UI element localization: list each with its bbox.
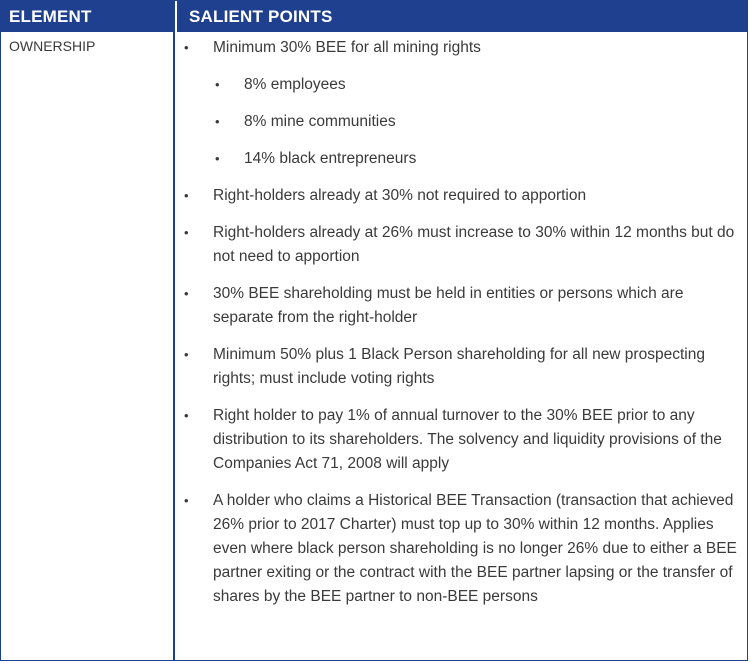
table-row (1, 32, 747, 660)
sub-point-item (175, 147, 737, 171)
bullet-icon: • (184, 225, 189, 240)
bullet-icon: • (215, 77, 220, 92)
point-text: A holder who claims a Historical BEE Transaction (transaction that achieved 26% prior to 2017 Charter) must top up to 30% within 12 months. Applies even where black person shareholding is no longer 26% due to either a BEE partner exiting or the contract with the BEE partner lapsing or the transfer of shares by the BEE partner to non-BEE persons (213, 492, 737, 605)
bullet-icon: • (184, 408, 189, 423)
sub-point-text: 14% black entrepreneurs (244, 150, 417, 167)
element-cell: OWNERSHIP (1, 32, 175, 660)
point-item (175, 282, 737, 330)
bullet-icon: • (184, 286, 189, 301)
point-text: Minimum 50% plus 1 Black Person shareholding for all new prospecting rights; must include voting rights (213, 346, 705, 387)
point-item (175, 36, 737, 60)
point-text: Right-holders already at 26% must increase to 30% within 12 months but do not need to apportion (213, 224, 735, 265)
point-text: Right holder to pay 1% of annual turnover to the 30% BEE prior to any distribution to its shareholders. The solvency and liquidity provisions of the Companies Act 71, 2008 will apply (213, 407, 722, 472)
points-cell (175, 32, 747, 660)
point-item (175, 343, 737, 391)
header-element: ELEMENT (9, 6, 92, 26)
bullet-icon: • (184, 347, 189, 362)
sub-point-item (175, 110, 737, 134)
point-item (175, 221, 737, 269)
bullet-icon: • (184, 188, 189, 203)
point-item (175, 404, 737, 476)
bullet-icon: • (184, 40, 189, 55)
point-text: Minimum 30% BEE for all mining rights (213, 39, 481, 56)
point-item (175, 184, 737, 208)
point-text: Right-holders already at 30% not required to apportion (213, 187, 587, 204)
sub-point-item (175, 73, 737, 97)
bullet-icon: • (215, 114, 220, 129)
points-list (175, 36, 737, 609)
header-salient-points: SALIENT POINTS (175, 1, 747, 32)
table-header (1, 1, 747, 32)
point-item (175, 489, 737, 609)
sub-point-text: 8% mine communities (244, 113, 396, 130)
bullet-icon: • (215, 151, 220, 166)
bullet-icon: • (184, 493, 189, 508)
point-text: 30% BEE shareholding must be held in entities or persons which are separate from the right-holder (213, 285, 684, 326)
sub-point-text: 8% employees (244, 76, 346, 93)
